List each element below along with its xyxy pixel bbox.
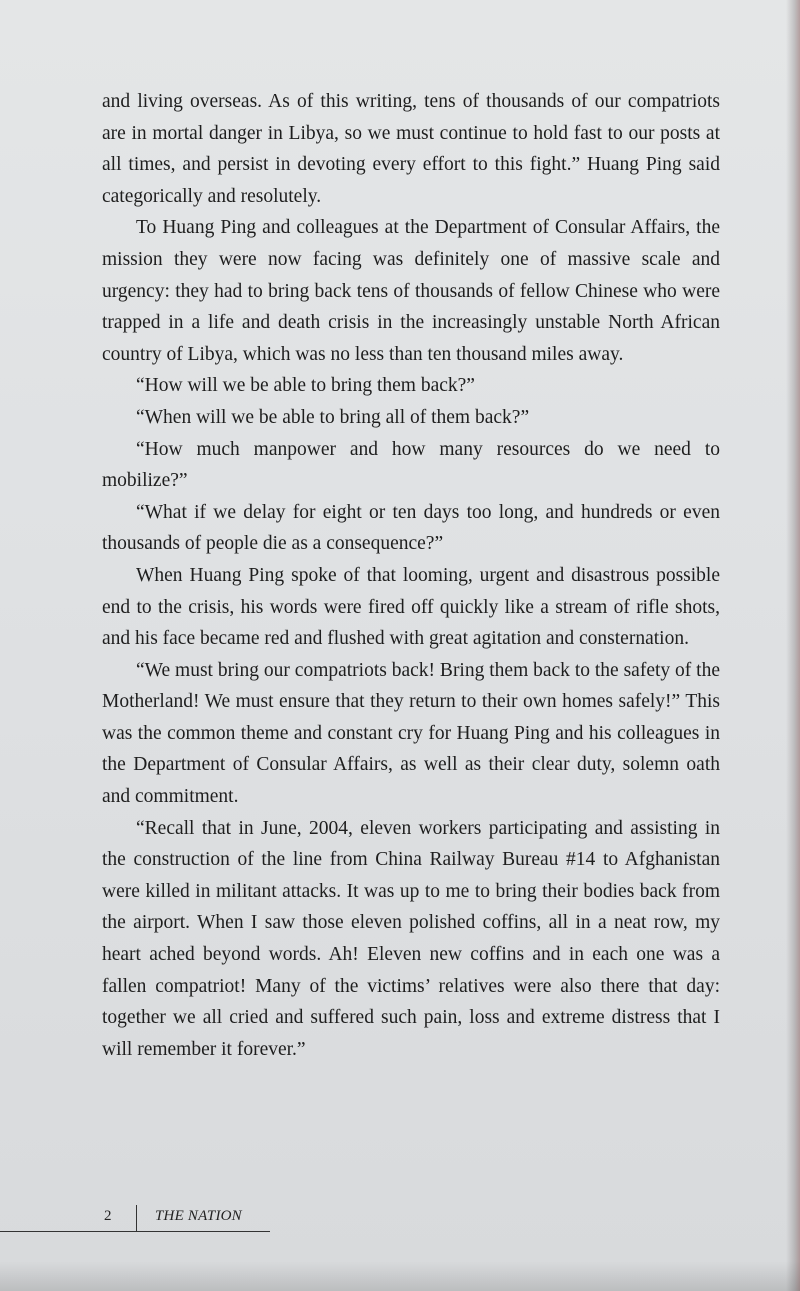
paragraph-6: “What if we delay for eight or ten days too long, and hundreds or even thousands of people die as a consequence?” bbox=[102, 501, 720, 555]
page-footer bbox=[0, 1205, 270, 1233]
footer-rule bbox=[0, 1231, 270, 1232]
page-bottom-shadow bbox=[0, 1261, 800, 1291]
paragraph-2: To Huang Ping and colleagues at the Department of Consular Affairs, the mission they were now facing was definitely one of massive scale and urgency: they had to bring back tens of thousands of fellow Chinese who were trapped in a life and death crisis in the increasingly unstable North African country of Libya, which was no less than ten thousand miles away. bbox=[102, 217, 720, 365]
paragraph-1: and living overseas. As of this writing, tens of thousands of our compatriots are in mortal danger in Libya, so we must continue to hold fast to our posts at all times, and persist in devoting every effort to this fight.” Huang Ping said categorically and resolutely. bbox=[102, 91, 720, 207]
page-number: 2 bbox=[104, 1208, 112, 1224]
paragraph-3: “How will we be able to bring them back?” bbox=[136, 375, 475, 397]
paragraph-9: “Recall that in June, 2004, eleven workers participating and assisting in the construction of the line from China Railway Bureau #14 to Afghanistan were killed in militant attacks. It was up to me to bring their bodies back from the airport. When I saw those eleven polished coffins, all in a neat row, my heart ached beyond words. Ah! Eleven new coffins and in each one was a fallen compatriot! Many of the victims’ relatives were also there that day: together we all cried and suffered such pain, loss and extreme distress that I will remember it forever.” bbox=[102, 817, 720, 1060]
page-edge-shadow bbox=[786, 0, 800, 1291]
paragraph-4: “When will we be able to bring all of them back?” bbox=[136, 406, 530, 428]
paragraph-5: “How much manpower and how many resources do we need to mobilize?” bbox=[102, 438, 720, 492]
paragraph-8: “We must bring our compatriots back! Bring them back to the safety of the Motherland! We must ensure that they return to their own homes safely!” This was the common theme and constant cry for Huang Ping and his colleagues in the Department of Consular Affairs, as well as their clear duty, solemn oath and commitment. bbox=[102, 659, 720, 808]
footer-divider bbox=[136, 1205, 137, 1232]
body-text bbox=[102, 86, 720, 1065]
paragraph-7: When Huang Ping spoke of that looming, urgent and disastrous possible end to the crisis, his words were fired off quickly like a stream of rifle shots, and his face became red and flushed with great agitation and consternation. bbox=[102, 564, 720, 650]
running-title: THE NATION bbox=[155, 1208, 242, 1224]
